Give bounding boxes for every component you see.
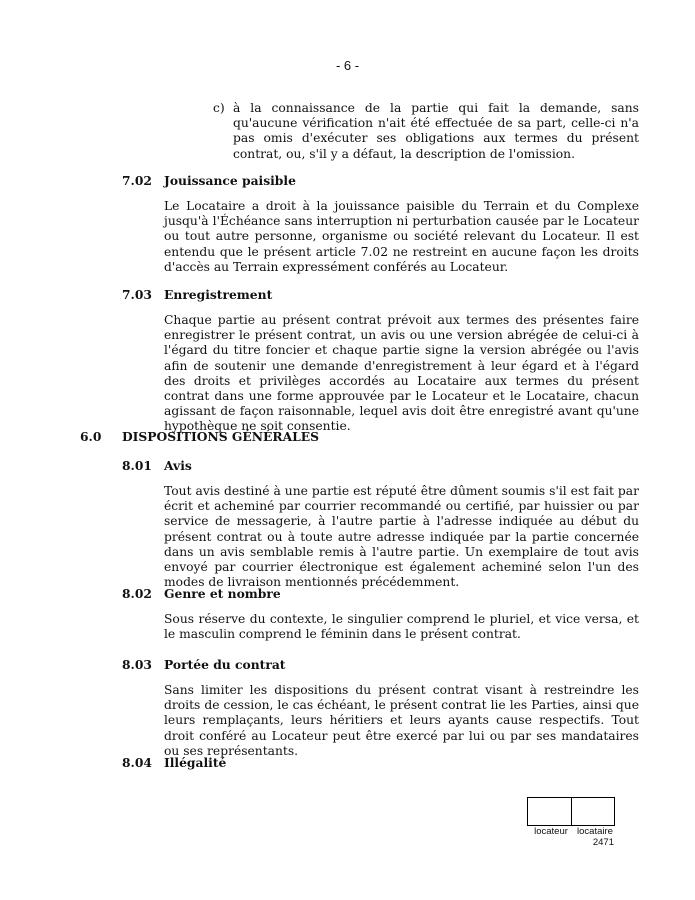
section-title-general: DISPOSITIONS GÉNÉRALES [122,429,320,444]
section-title-8-03: Portée du contrat [164,657,286,672]
section-number-7-03: 7.03 [122,287,152,302]
initials-box [527,797,615,826]
section-title-8-01: Avis [164,458,192,473]
item-c-text: à la connaissance de la partie qui fait la demande, sans qu'aucune vérification n'ait été effectuée de sa part, celle-ci n'a pas omis d'exécuter ses obligations aux termes du présent contrat, ou, s'il y a défaut, la description de l'omission. [233,101,639,161]
initials-cell-locateur [528,798,571,825]
initials-label-locateur: locateur [534,826,568,837]
section-number-8-04: 8.04 [122,755,152,770]
page-number: - 6 - [335,58,360,73]
section-number-8-02: 8.02 [122,586,152,601]
document-code: 2471 [592,837,614,848]
section-text-8-03: Sans limiter les dispositions du présent contrat visant à restreindre les droits de cession, le cas échéant, le présent contrat lie les Parties, ainsi que leurs remplaçants, leurs héritiers et leurs ayants cause respectifs. Tout droit conféré au Locateur peut être exercé par lui ou par ses mandataires ou ses représentants. [164,683,639,758]
section-text-8-01: Tout avis destiné à une partie est réputé être dûment soumis s'il est fait par écrit et acheminé par courrier recommandé ou certifié, par huissier ou par service de messagerie, à l'autre partie à l'adresse indiquée au début du présent contrat ou à toute autre adresse indiquée par la partie concernée dans un avis semblable remis à l'autre partie. Un exemplaire de tout avis envoyé par courrier électronique est également acheminé selon l'un des modes de livraison mentionnés précédemment. [164,484,639,590]
section-number-8-01: 8.01 [122,458,152,473]
section-title-8-02: Genre et nombre [164,586,281,601]
initials-label-locataire: locataire [577,826,613,837]
section-text-8-02: Sous réserve du contexte, le singulier comprend le pluriel, et vice versa, et le masculin comprend le féminin dans le présent contrat. [164,612,639,642]
initials-cell-locataire [571,798,615,825]
section-title-7-02: Jouissance paisible [164,173,296,188]
section-text-7-03: Chaque partie au présent contrat prévoit aux termes des présentes faire enregistrer le présent contrat, un avis ou une version abrégée de celui-ci à l'égard du titre foncier et chaque partie signe la version abrégée ou l'avis afin de soutenir une demande d'enregistrement à leur égard et à l'égard des droits et privilèges accordés au Locataire aux termes du présent contrat dans une forme approuvée par le Locateur et le Locataire, chacun agissant de façon raisonnable, lequel avis doit être enregistré avant qu'une hypothèque ne soit consentie. [164,313,639,434]
section-number-7-02: 7.02 [122,173,152,188]
section-title-7-03: Enregistrement [164,287,273,302]
section-number-general: 6.0 [80,429,102,444]
section-text-7-02: Le Locataire a droit à la jouissance paisible du Terrain et du Complexe jusqu'à l'Échéance sans interruption ni perturbation causée par le Locateur ou tout autre personne, organisme ou société relevant du Locateur. Il est entendu que le présent article 7.02 ne restreint en aucune façon les droits d'accès au Terrain expressément conférés au Locateur. [164,199,639,274]
item-c-label: c) [213,101,225,115]
section-title-8-04: Illégalité [164,755,227,770]
section-number-8-03: 8.03 [122,657,152,672]
